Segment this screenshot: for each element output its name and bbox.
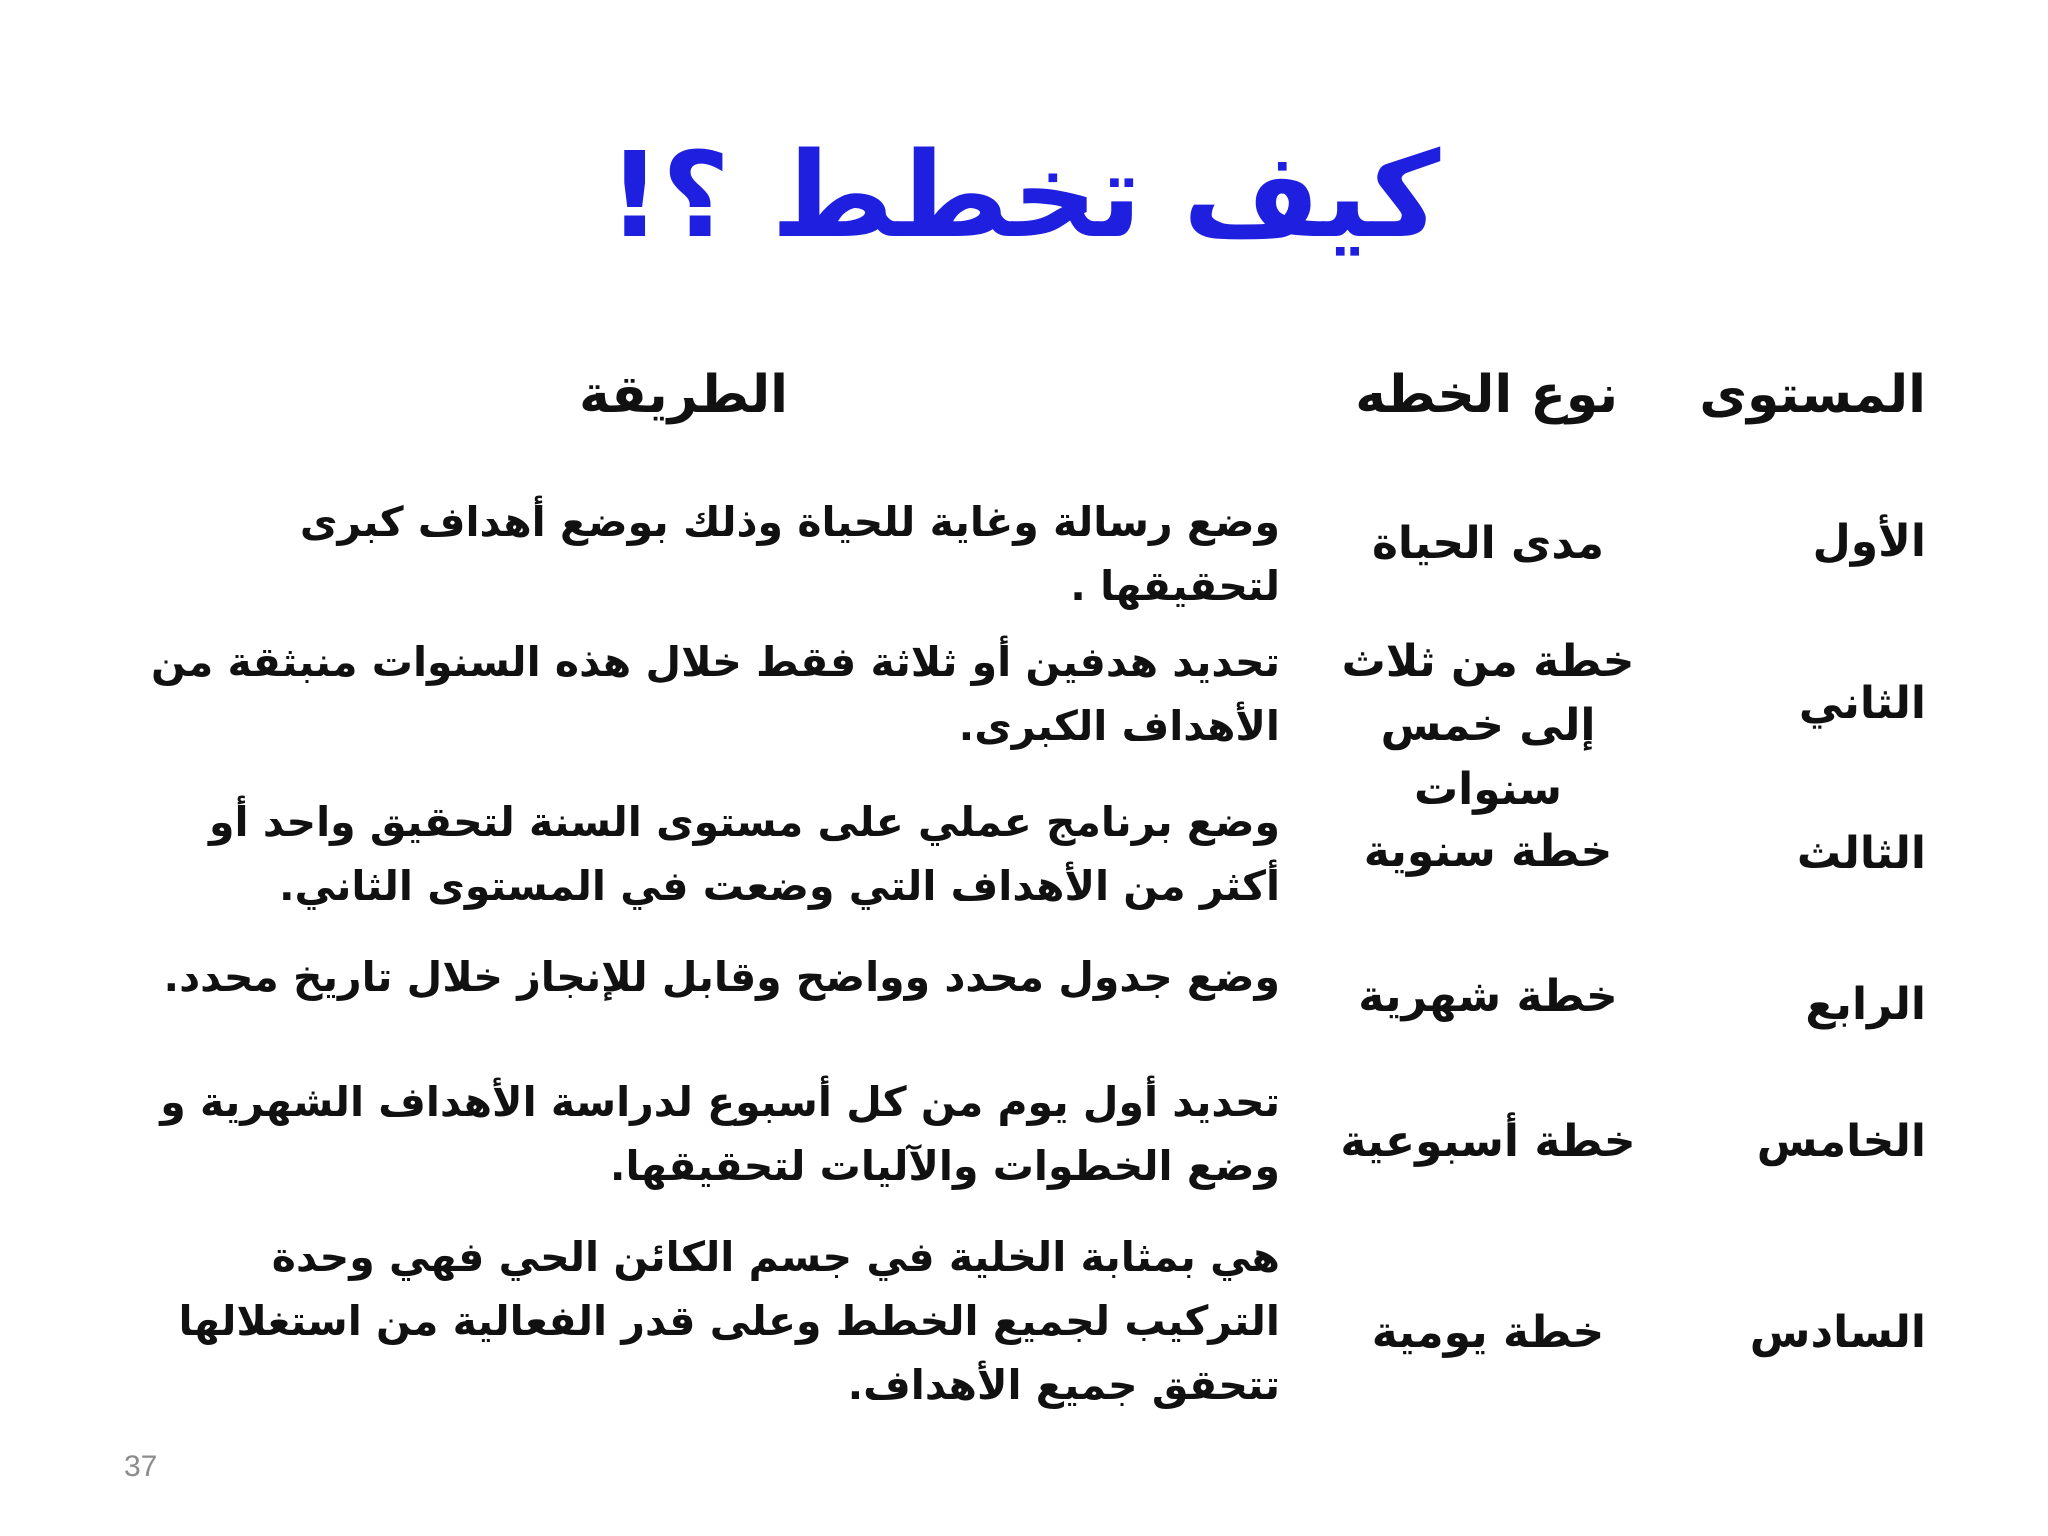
row-method: تحديد أول يوم من كل أسبوع لدراسة الأهداف الشهرية و وضع الخطوات والآليات لتحقيقها. <box>160 1078 1280 1190</box>
row-plan-type: خطة من ثلاث إلى خمس سنوات <box>1341 636 1635 815</box>
row-level: الثاني <box>1798 678 1926 729</box>
row-plan-type: مدى الحياة <box>1371 518 1605 569</box>
page-number: 37 <box>124 1450 158 1483</box>
header-level: المستوى <box>1699 365 1926 425</box>
row-level: الأول <box>1812 516 1926 567</box>
row-plan-type: خطة أسبوعية <box>1340 1116 1636 1167</box>
row-method: وضع رسالة وغاية للحياة وذلك بوضع أهداف كبرى لتحقيقها . <box>299 498 1280 610</box>
row-method: تحديد هدفين أو ثلاثة فقط خلال هذه السنوات منبثقة من الأهداف الكبرى. <box>150 638 1280 750</box>
header-method: الطريقة <box>579 365 788 425</box>
row-level: الرابع <box>1805 979 1926 1030</box>
row-level: الخامس <box>1756 1116 1926 1167</box>
header-plan-type: نوع الخطه <box>1355 365 1618 425</box>
row-level: الثالث <box>1796 828 1926 879</box>
row-plan-type: خطة سنوية <box>1363 826 1613 877</box>
row-plan-type: خطة شهرية <box>1358 971 1618 1022</box>
row-method: وضع برنامج عملي على مستوى السنة لتحقيق واحد أو أكثر من الأهداف التي وضعت في المستوى الثاني. <box>209 798 1280 910</box>
row-plan-type: خطة يومية <box>1371 1307 1605 1358</box>
row-method: هي بمثابة الخلية في جسم الكائن الحي فهي وحدة التركيب لجميع الخطط وعلى قدر الفعالية من استغلالها تتحقق جميع الأهداف. <box>178 1233 1280 1409</box>
slide-title: كيف تخطط ؟! <box>607 126 1441 264</box>
row-level: السادس <box>1749 1307 1926 1358</box>
row-method: وضع جدول محدد وواضح وقابل للإنجاز خلال تاريخ محدد. <box>163 953 1280 1001</box>
